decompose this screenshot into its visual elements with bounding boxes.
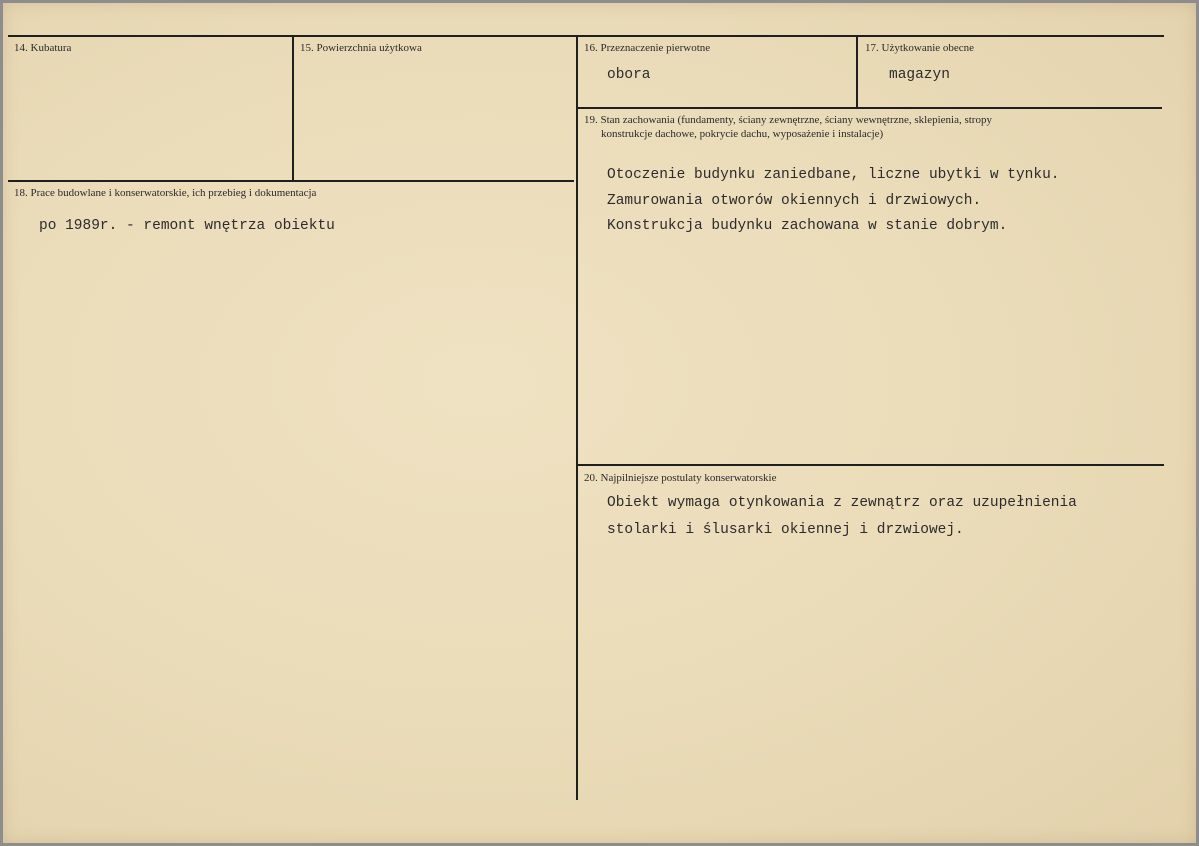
divider-16-17	[856, 37, 858, 108]
field-17-value: magazyn	[889, 67, 950, 83]
field-17-label: 17. Użytkowanie obecne	[865, 42, 975, 54]
rule-under-16-17	[578, 107, 1162, 109]
field-18-value: po 1989r. - remont wnętrza obiektu	[39, 218, 335, 234]
field-19-line-3: Konstrukcja budynku zachowana w stanie dobrym.	[607, 218, 1008, 234]
field-19-label-line1: 19. Stan zachowania (fundamenty, ściany zewnętrzne, ściany wewnętrzne, sklepienia, stropy	[584, 114, 992, 126]
field-20-line-1: Obiekt wymaga otynkowania z zewnątrz oraz uzupełnienia	[607, 495, 1077, 511]
field-16-value: obora	[607, 67, 651, 83]
field-14-label: 14. Kubatura	[14, 42, 72, 54]
field-20-line-2: stolarki i ślusarki okiennej i drzwiowej.	[607, 522, 964, 538]
field-19-line-2: Zamurowania otworów okiennych i drzwiowych.	[607, 193, 982, 209]
main-vertical-divider	[576, 37, 578, 800]
field-15-label: 15. Powierzchnia użytkowa	[300, 42, 422, 54]
field-19-label-line2: konstrukcje dachowe, pokrycie dachu, wyposażenie i instalacje)	[601, 128, 884, 140]
field-16-label: 16. Przeznaczenie pierwotne	[584, 42, 711, 54]
rule-above-20	[578, 464, 1164, 466]
rule-under-14-15	[8, 180, 574, 182]
top-rule	[8, 35, 1164, 37]
field-19-line-1: Otoczenie budynku zaniedbane, liczne ubytki w tynku.	[607, 167, 1060, 183]
field-20-label: 20. Najpilniejsze postulaty konserwatorskie	[584, 472, 777, 484]
field-18-label: 18. Prace budowlane i konserwatorskie, ich przebieg i dokumentacja	[14, 187, 317, 199]
divider-14-15	[292, 37, 294, 180]
